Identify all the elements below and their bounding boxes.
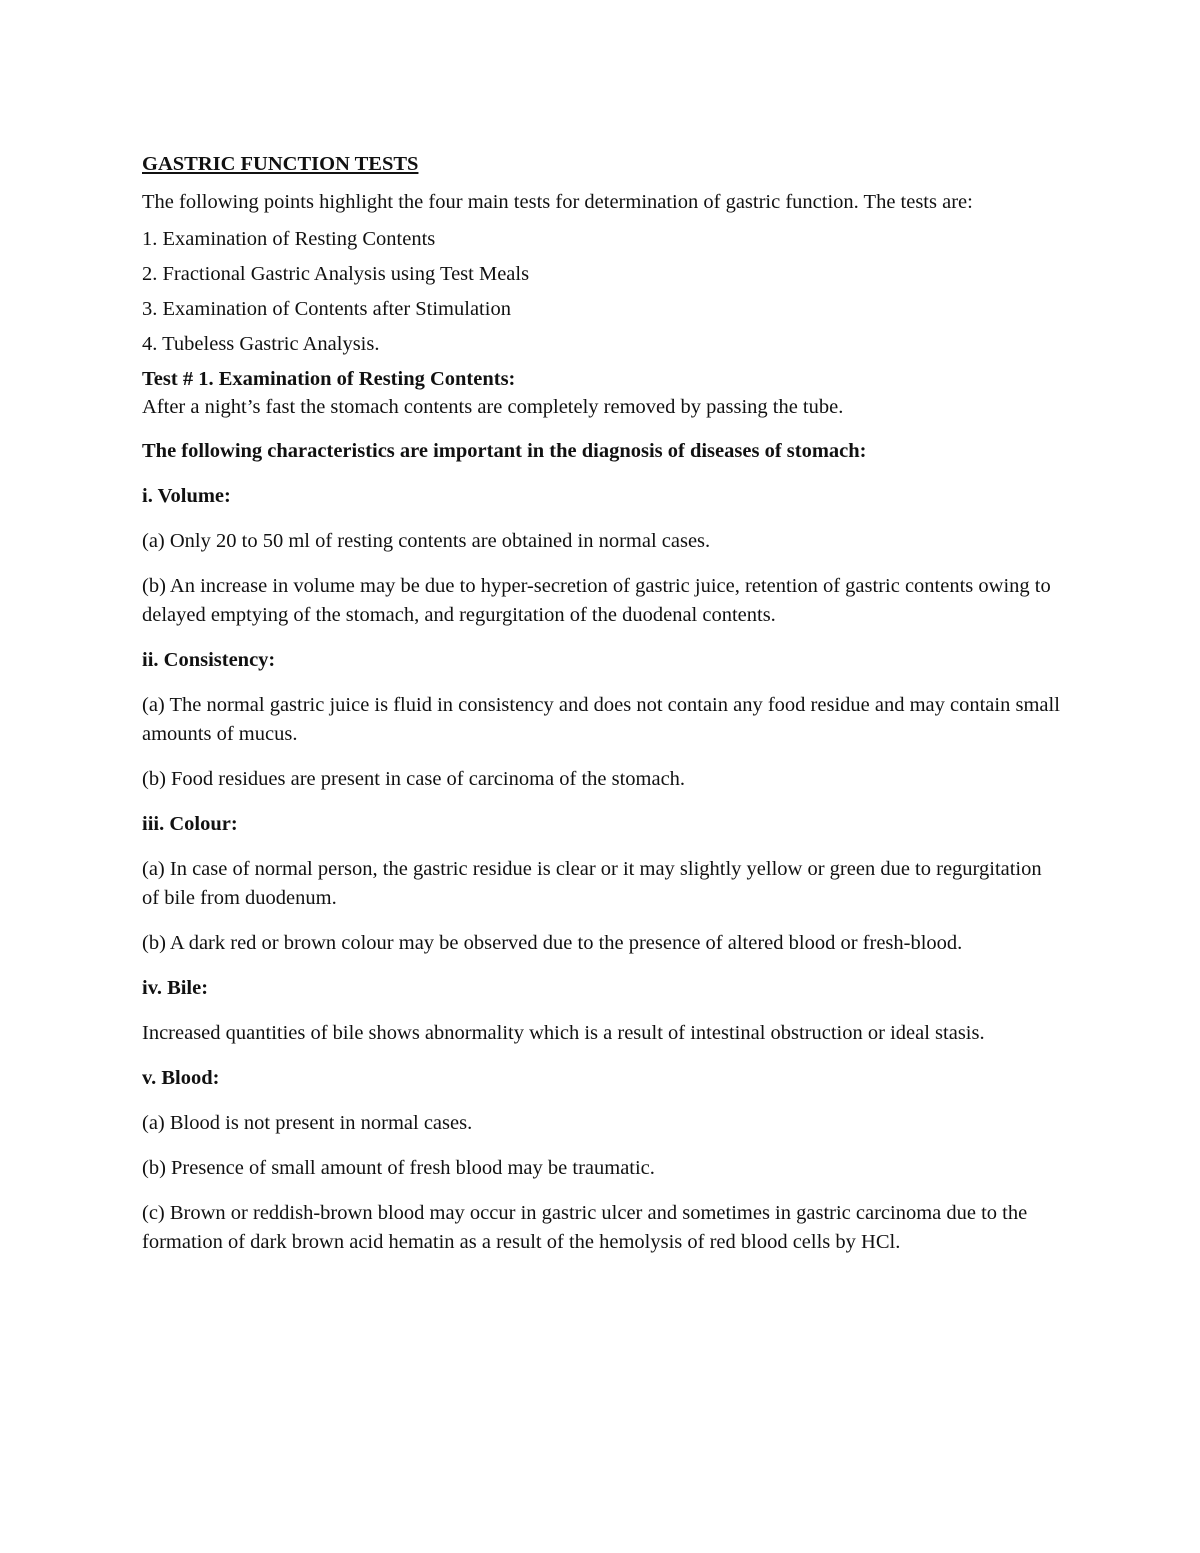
section-heading: iv. Bile: [142,977,209,999]
section-consistency [142,646,1062,794]
section-paragraph: (a) The normal gastric juice is fluid in consistency and does not contain any food residue and may contain small amounts of mucus. [142,694,1060,745]
section-paragraph: (c) Brown or reddish-brown blood may occur in gastric ulcer and sometimes in gastric carcinoma due to the formation of dark brown acid hematin as a result of the hemolysis of red blood cells by HCl. [142,1202,1028,1253]
section-paragraph: (b) A dark red or brown colour may be observed due to the presence of altered blood or fresh-blood. [142,932,963,954]
tests-list [142,225,1062,359]
list-item: 4. Tubeless Gastric Analysis. [142,333,380,355]
test1-heading: Test # 1. Examination of Resting Contents: [142,368,516,390]
section-paragraph: (a) Blood is not present in normal cases. [142,1112,473,1134]
section-volume [142,482,1062,630]
document-title: GASTRIC FUNCTION TESTS [142,153,419,175]
section-paragraph: (a) In case of normal person, the gastric residue is clear or it may slightly yellow or green due to regurgitation of bile from duodenum. [142,858,1042,909]
test1-text: After a night’s fast the stomach contents are completely removed by passing the tube. [142,396,844,418]
section-heading: ii. Consistency: [142,649,276,671]
intro-paragraph: The following points highlight the four main tests for determination of gastric function. The tests are: [142,191,973,213]
document-page [142,150,1062,1273]
section-heading: i. Volume: [142,485,231,507]
characteristics-heading: The following characteristics are important in the diagnosis of diseases of stomach: [142,440,867,462]
section-bile [142,974,1062,1048]
list-item: 2. Fractional Gastric Analysis using Test Meals [142,263,530,285]
section-paragraph: Increased quantities of bile shows abnormality which is a result of intestinal obstruction or ideal stasis. [142,1022,985,1044]
section-paragraph: (a) Only 20 to 50 ml of resting contents are obtained in normal cases. [142,530,711,552]
list-item: 1. Examination of Resting Contents [142,228,436,250]
section-paragraph: (b) An increase in volume may be due to hyper-secretion of gastric juice, retention of gastric contents owing to delayed emptying of the stomach, and regurgitation of the duodenal contents. [142,575,1051,626]
section-paragraph: (b) Presence of small amount of fresh blood may be traumatic. [142,1157,655,1179]
section-blood [142,1064,1062,1257]
section-heading: iii. Colour: [142,813,238,835]
list-item: 3. Examination of Contents after Stimulation [142,298,511,320]
section-heading: v. Blood: [142,1067,220,1089]
section-colour [142,810,1062,958]
section-paragraph: (b) Food residues are present in case of carcinoma of the stomach. [142,768,686,790]
